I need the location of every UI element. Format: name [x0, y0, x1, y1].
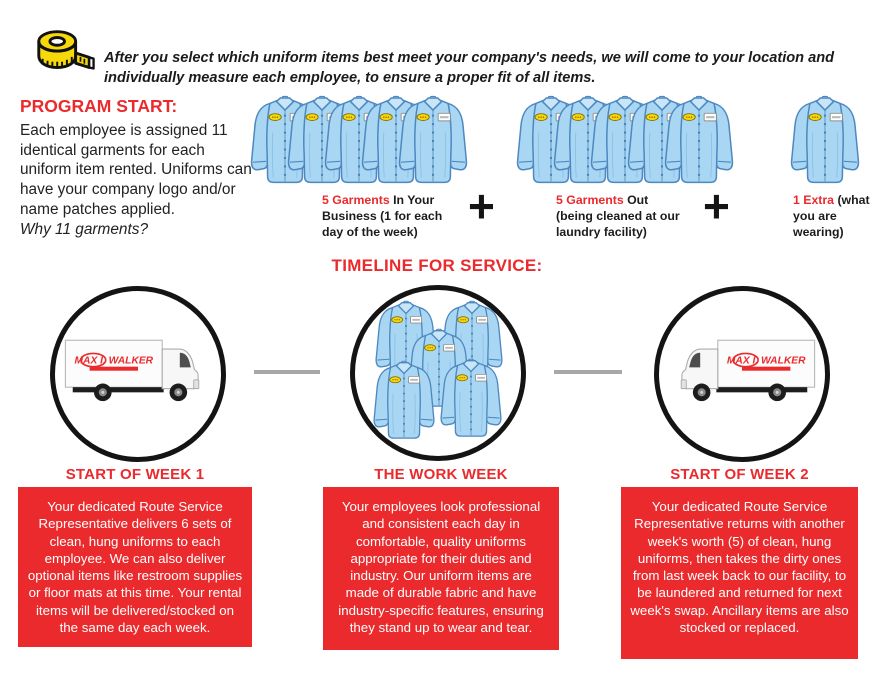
truck-logo-text: MAX I. WALKER	[726, 355, 806, 367]
uniform-shirt-icon	[437, 358, 505, 442]
program-start-title: PROGRAM START:	[20, 96, 178, 116]
delivery-truck-icon	[665, 330, 819, 418]
logo-banner	[742, 367, 790, 371]
week1-delivery-circle	[50, 286, 226, 462]
intro-text: After you select which uniform items best meet your company's needs, we will come to your location and individually measure each employee, to ensure a proper fit of all items.	[104, 49, 835, 87]
plus-sign: +	[468, 180, 495, 232]
delivery-truck-icon	[61, 330, 215, 418]
plus-sign: +	[703, 180, 730, 232]
program-start-section	[20, 96, 252, 239]
stage-heading-week1: START OF WEEK 1	[65, 466, 205, 483]
stage-heading-week2: START OF WEEK 2	[670, 466, 809, 483]
garment-group-caption: 5 Garments In Your Business (1 for each day of the week)	[322, 193, 443, 240]
timeline-connector	[554, 370, 622, 374]
shirt-row	[512, 95, 738, 189]
work-week-circle	[350, 285, 526, 461]
stage-heading-work-week: THE WORK WEEK	[374, 466, 508, 483]
logo-banner	[90, 367, 138, 371]
garment-group-in-business	[246, 95, 472, 241]
truck-logo-text: MAX I. WALKER	[74, 355, 154, 367]
stage-description-week2: Your dedicated Route Service Representative returns with another week's worth (5) of clean, hung uniforms, then takes the dirty ones from last week back to our facility, to be laundered and returned for next week's swap. Ancillary items are also stocked or replaced.	[621, 487, 858, 659]
uniform-shirt-icon	[370, 360, 438, 444]
tape-measure-icon	[32, 26, 96, 80]
stage-description-work-week: Your employees look professional and consistent each day in comfortable, quality uniforms appropriate for their duties and industry. Our uniform items are made of durable fabric and have industry-specific features, ensuring they stand up to wear and tear.	[323, 487, 559, 650]
uniform-shirt-icon	[786, 95, 864, 189]
uniform-shirt-icon	[394, 95, 472, 189]
uniform-shirt-icon	[660, 95, 738, 189]
garment-group-extra	[786, 95, 874, 241]
program-start-question: Why 11 garments?	[20, 220, 149, 238]
garment-group-caption: 1 Extra (what you are wearing)	[793, 193, 870, 240]
stage-description-week1: Your dedicated Route Service Representative delivers 6 sets of clean, hung uniforms to each employee. We can also deliver optional items like restroom supplies or floor mats at this time. Your rental items will be delivered/stocked on the same day each week.	[18, 487, 252, 647]
timeline-title: TIMELINE FOR SERVICE:	[331, 256, 543, 275]
shirt-row	[786, 95, 874, 189]
week2-delivery-circle	[654, 286, 830, 462]
timeline-connector	[254, 370, 320, 374]
garment-group-caption: 5 Garments Out (being cleaned at our laundry facility)	[556, 193, 680, 240]
shirt-row	[246, 95, 472, 189]
program-start-body: Each employee is assigned 11 identical garments for each uniform item rented. Uniforms can have your company logo and/or name patches applied.	[20, 122, 252, 218]
